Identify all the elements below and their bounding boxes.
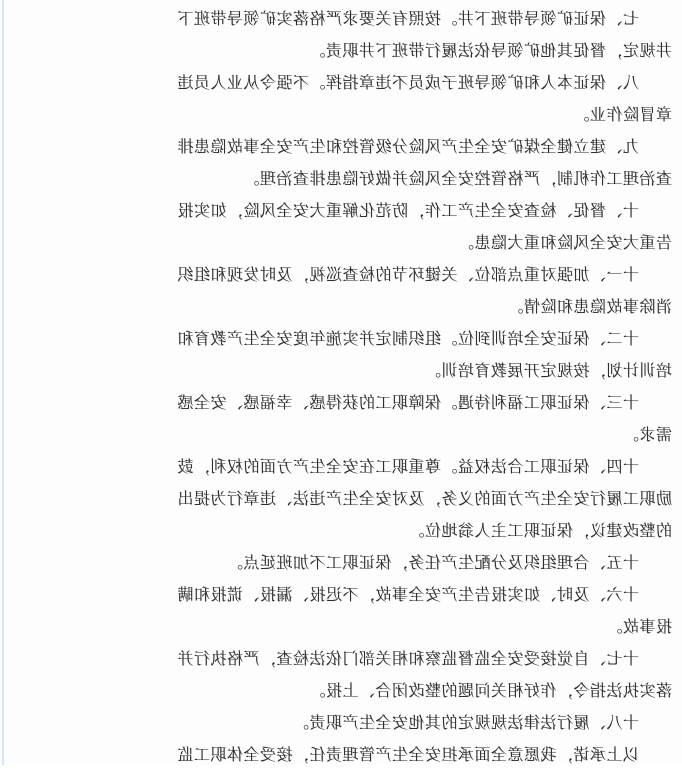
document-line: 十一、加强对重点部位、关键环节的检查巡视，及时发现和组织	[176, 267, 639, 284]
document-line: 章冒险作业。	[572, 107, 672, 124]
document-line: 的整改建议，保证职工主人翁地位。	[407, 523, 672, 540]
document-line: 九、建立健全煤矿安全生产风险分级管控和生产安全事故隐患排	[176, 139, 639, 156]
document-line: 十、督促、检查安全生产工作，防范化解重大安全风险，如实报	[176, 203, 639, 220]
document-line: 十三、保证职工福利待遇。保障职工的获得感、幸福感、安全感	[176, 395, 639, 412]
document-line: 消除事故隐患和险情。	[506, 299, 672, 316]
document-line: 以上承诺，我愿意全面承担安全生产管理责任，接受全体职工监	[176, 747, 639, 764]
document-line: 十二、保证安全培训到位。组织制定并实施年度安全生产教育和	[176, 331, 639, 348]
document-line: 励职工履行安全生产方面的义务，及对安全生产违法、违章行为提出	[176, 491, 672, 508]
document-line: 报事故。	[605, 619, 672, 636]
document-line: 十五、合理组织及分配生产任务，保证职工不加班延点。	[226, 555, 639, 572]
document-line: 七、保证矿领导带班下井。按照有关要求严格落实矿领导带班下	[176, 11, 639, 28]
document-line: 十七、自觉接受安全监督监察和相关部门依法检查，严格执行并	[176, 651, 639, 668]
document-line: 十六、及时、如实报告生产安全事故，不迟报、漏报、谎报和瞒	[176, 587, 639, 604]
document-line: 告重大安全风险和重大隐患。	[457, 235, 672, 252]
text-column	[176, 4, 672, 772]
document-line: 八、保证本人和矿领导班子成员不违章指挥。不强令从业人员违	[176, 75, 639, 92]
document-line: 培训计划，按规定开展教育培训。	[424, 363, 672, 380]
document-line: 需求。	[622, 427, 672, 444]
document-line: 查治理工作机制，严格管控安全风险并做好隐患排查治理。	[242, 171, 672, 188]
document-line: 落实执法指令，作好相关问题的整改闭合、上报。	[308, 683, 672, 700]
document-line: 十四、保证职工合法权益。尊重职工在安全生产方面的权利，鼓	[176, 459, 639, 476]
document-line: 十八、履行法律法规规定的其他安全生产职责。	[292, 715, 639, 732]
document-line: 井规定，督促其他矿领导依法履行带班下井职责。	[308, 43, 672, 60]
